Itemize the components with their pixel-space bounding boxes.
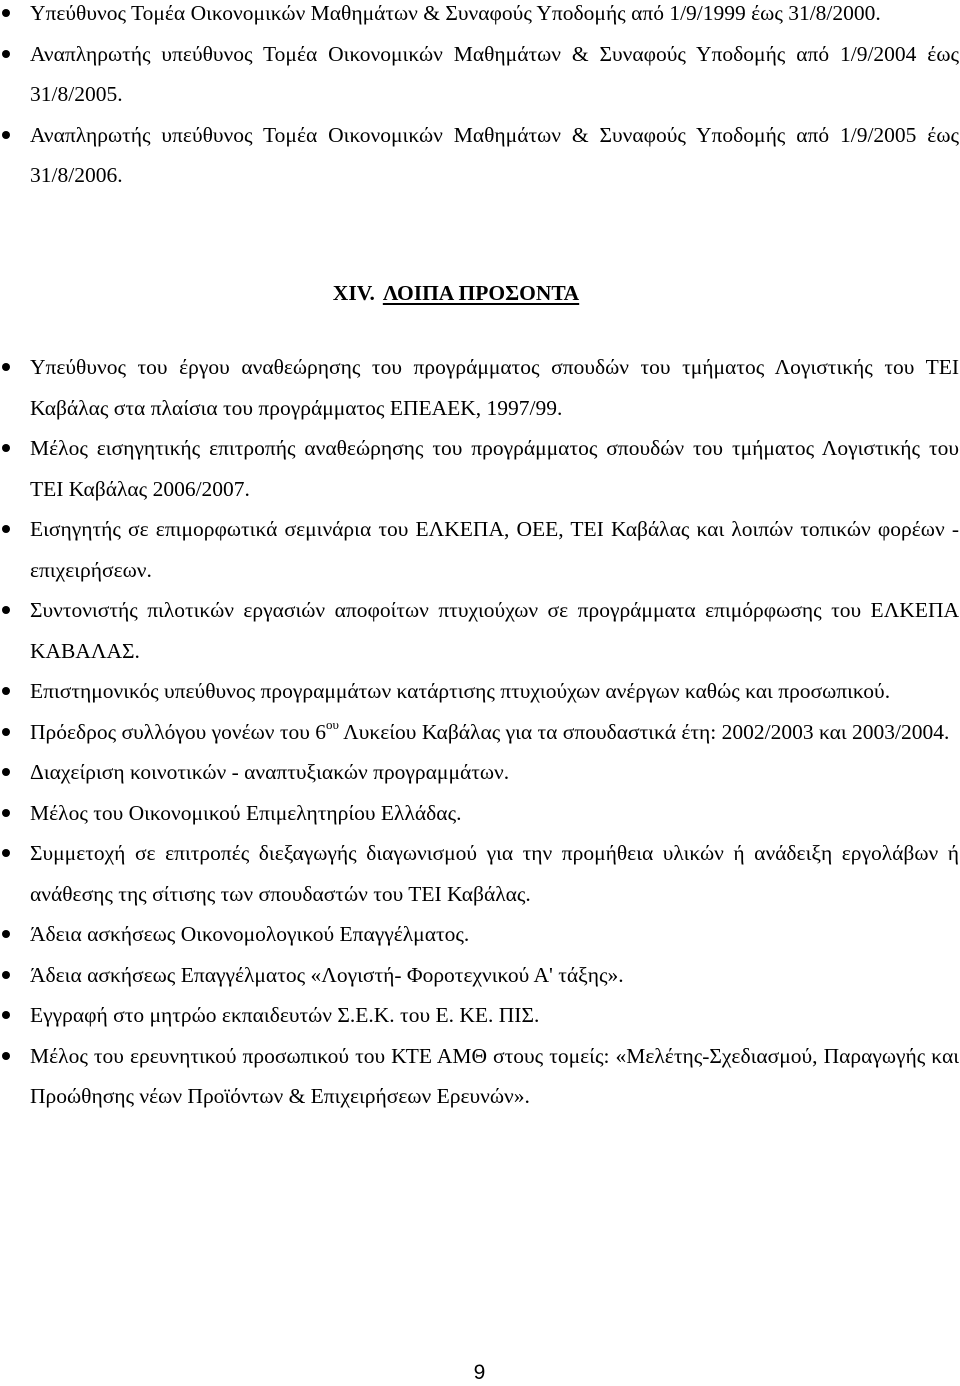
page-number: 9	[473, 1361, 487, 1384]
bullet-icon	[2, 606, 10, 614]
bullet-icon	[2, 930, 10, 938]
list-item-text	[30, 712, 959, 753]
list-item-text: Αναπληρωτής υπεύθυνος Τομέα Οικονομικών Μαθημάτων & Συναφούς Υποδομής από 1/9/2004 έως 31/8/2005.	[30, 41, 959, 106]
section-title: ΛΟΙΠΑ ΠΡΟΣΟΝΤΑ	[382, 281, 580, 305]
list-item-text: Υπεύθυνος Τομέα Οικονομικών Μαθημάτων & Συναφούς Υποδομής από 1/9/1999 έως 31/8/2000.	[30, 1, 881, 25]
list-item-text: Συμμετοχή σε επιτροπές διεξαγωγής διαγωνισμού για την προμήθεια υλικών ή ανάδειξη εργολάβων ή ανάθεσης της σίτισης των σπουδαστών του ΤΕΙ Καβάλας.	[30, 841, 959, 906]
list-item-text: Συντονιστής πιλοτικών εργασιών αποφοίτων πτυχιούχων σε προγράμματα επιμόρφωσης του ΕΛΚΕΠΑ ΚΑΒΑΛΑΣ.	[30, 598, 959, 663]
ordinal-suffix: ου	[326, 716, 339, 732]
list-item	[0, 833, 960, 914]
bullet-icon	[2, 971, 10, 979]
list-item	[0, 752, 960, 793]
list-item	[0, 509, 960, 590]
list-item	[0, 995, 960, 1036]
list-item	[0, 428, 960, 509]
bullet-icon	[2, 131, 10, 139]
list-item	[0, 955, 960, 996]
list-item-text: Υπεύθυνος του έργου αναθεώρησης του προγράμματος σπουδών του τμήματος Λογιστικής του ΤΕΙ Καβάλας στα πλαίσια του προγράμματος ΕΠΕΑΕΚ, 1997/99.	[30, 355, 959, 420]
bullet-icon	[2, 1052, 10, 1060]
bullet-icon	[2, 50, 10, 58]
list-item	[0, 712, 960, 753]
bullet-icon	[2, 768, 10, 776]
list-item	[0, 1036, 960, 1117]
list-item-text: Εγγραφή στο μητρώο εκπαιδευτών Σ.Ε.Κ. του Ε. ΚΕ. ΠΙΣ.	[30, 1003, 540, 1027]
bullet-icon	[2, 687, 10, 695]
list-item-text: Μέλος του Οικονομικού Επιμελητηρίου Ελλάδας.	[30, 800, 462, 825]
list-item	[0, 0, 960, 34]
qualifications-list	[0, 347, 960, 1117]
list-item	[0, 347, 960, 428]
list-item-text: Άδεια ασκήσεως Επαγγέλματος «Λογιστή- Φοροτεχνικού Α' τάξης».	[30, 962, 624, 987]
list-item-text: Μέλος εισηγητικής επιτροπής αναθεώρησης του προγράμματος σπουδών του τμήματος Λογιστικής του ΤΕΙ Καβάλας 2006/2007.	[30, 436, 959, 501]
section-number: XIV.	[332, 281, 375, 305]
list-item-text: Αναπληρωτής υπεύθυνος Τομέα Οικονομικών Μαθημάτων & Συναφούς Υποδομής από 1/9/2005 έως 31/8/2006.	[30, 122, 959, 187]
top-bullet-list	[0, 0, 960, 196]
section-heading	[0, 273, 960, 313]
list-item-text-after: Λυκείου Καβάλας για τα σπουδαστικά έτη: 2002/2003 και 2003/2004.	[338, 719, 950, 744]
bullet-icon	[2, 728, 10, 736]
bullet-icon	[2, 849, 10, 857]
bullet-icon	[2, 809, 10, 817]
list-item-text: Επιστημονικός υπεύθυνος προγραμμάτων κατάρτισης πτυχιούχων ανέργων καθώς και προσωπικού.	[30, 679, 891, 703]
list-item	[0, 590, 960, 671]
list-item	[0, 671, 960, 712]
bullet-icon	[2, 9, 10, 17]
list-item	[0, 793, 960, 834]
bullet-icon	[2, 525, 10, 533]
list-item-text: Άδεια ασκήσεως Οικονομολογικού Επαγγέλματος.	[30, 922, 470, 946]
list-item-text: Διαχείριση κοινοτικών - αναπτυξιακών προγραμμάτων.	[30, 760, 510, 784]
list-item-text-before: Πρόεδρος συλλόγου γονέων του 6	[30, 719, 327, 744]
list-item	[0, 914, 960, 955]
list-item-text: Μέλος του ερευνητικού προσωπικού του ΚΤΕ ΑΜΘ στους τομείς: «Μελέτης-Σχεδιασμού, Παραγωγής και Προώθησης νέων Προϊόντων & Επιχειρήσεων Ερευνών».	[30, 1043, 959, 1108]
bullet-icon	[2, 363, 10, 371]
bullet-icon	[2, 1011, 10, 1019]
list-item	[0, 115, 960, 196]
list-item-text: Εισηγητής σε επιμορφωτικά σεμινάρια του ΕΛΚΕΠΑ, ΟΕΕ, ΤΕΙ Καβάλας και λοιπών τοπικών φορέων - επιχειρήσεων.	[30, 517, 959, 582]
list-item	[0, 34, 960, 115]
bullet-icon	[2, 444, 10, 452]
